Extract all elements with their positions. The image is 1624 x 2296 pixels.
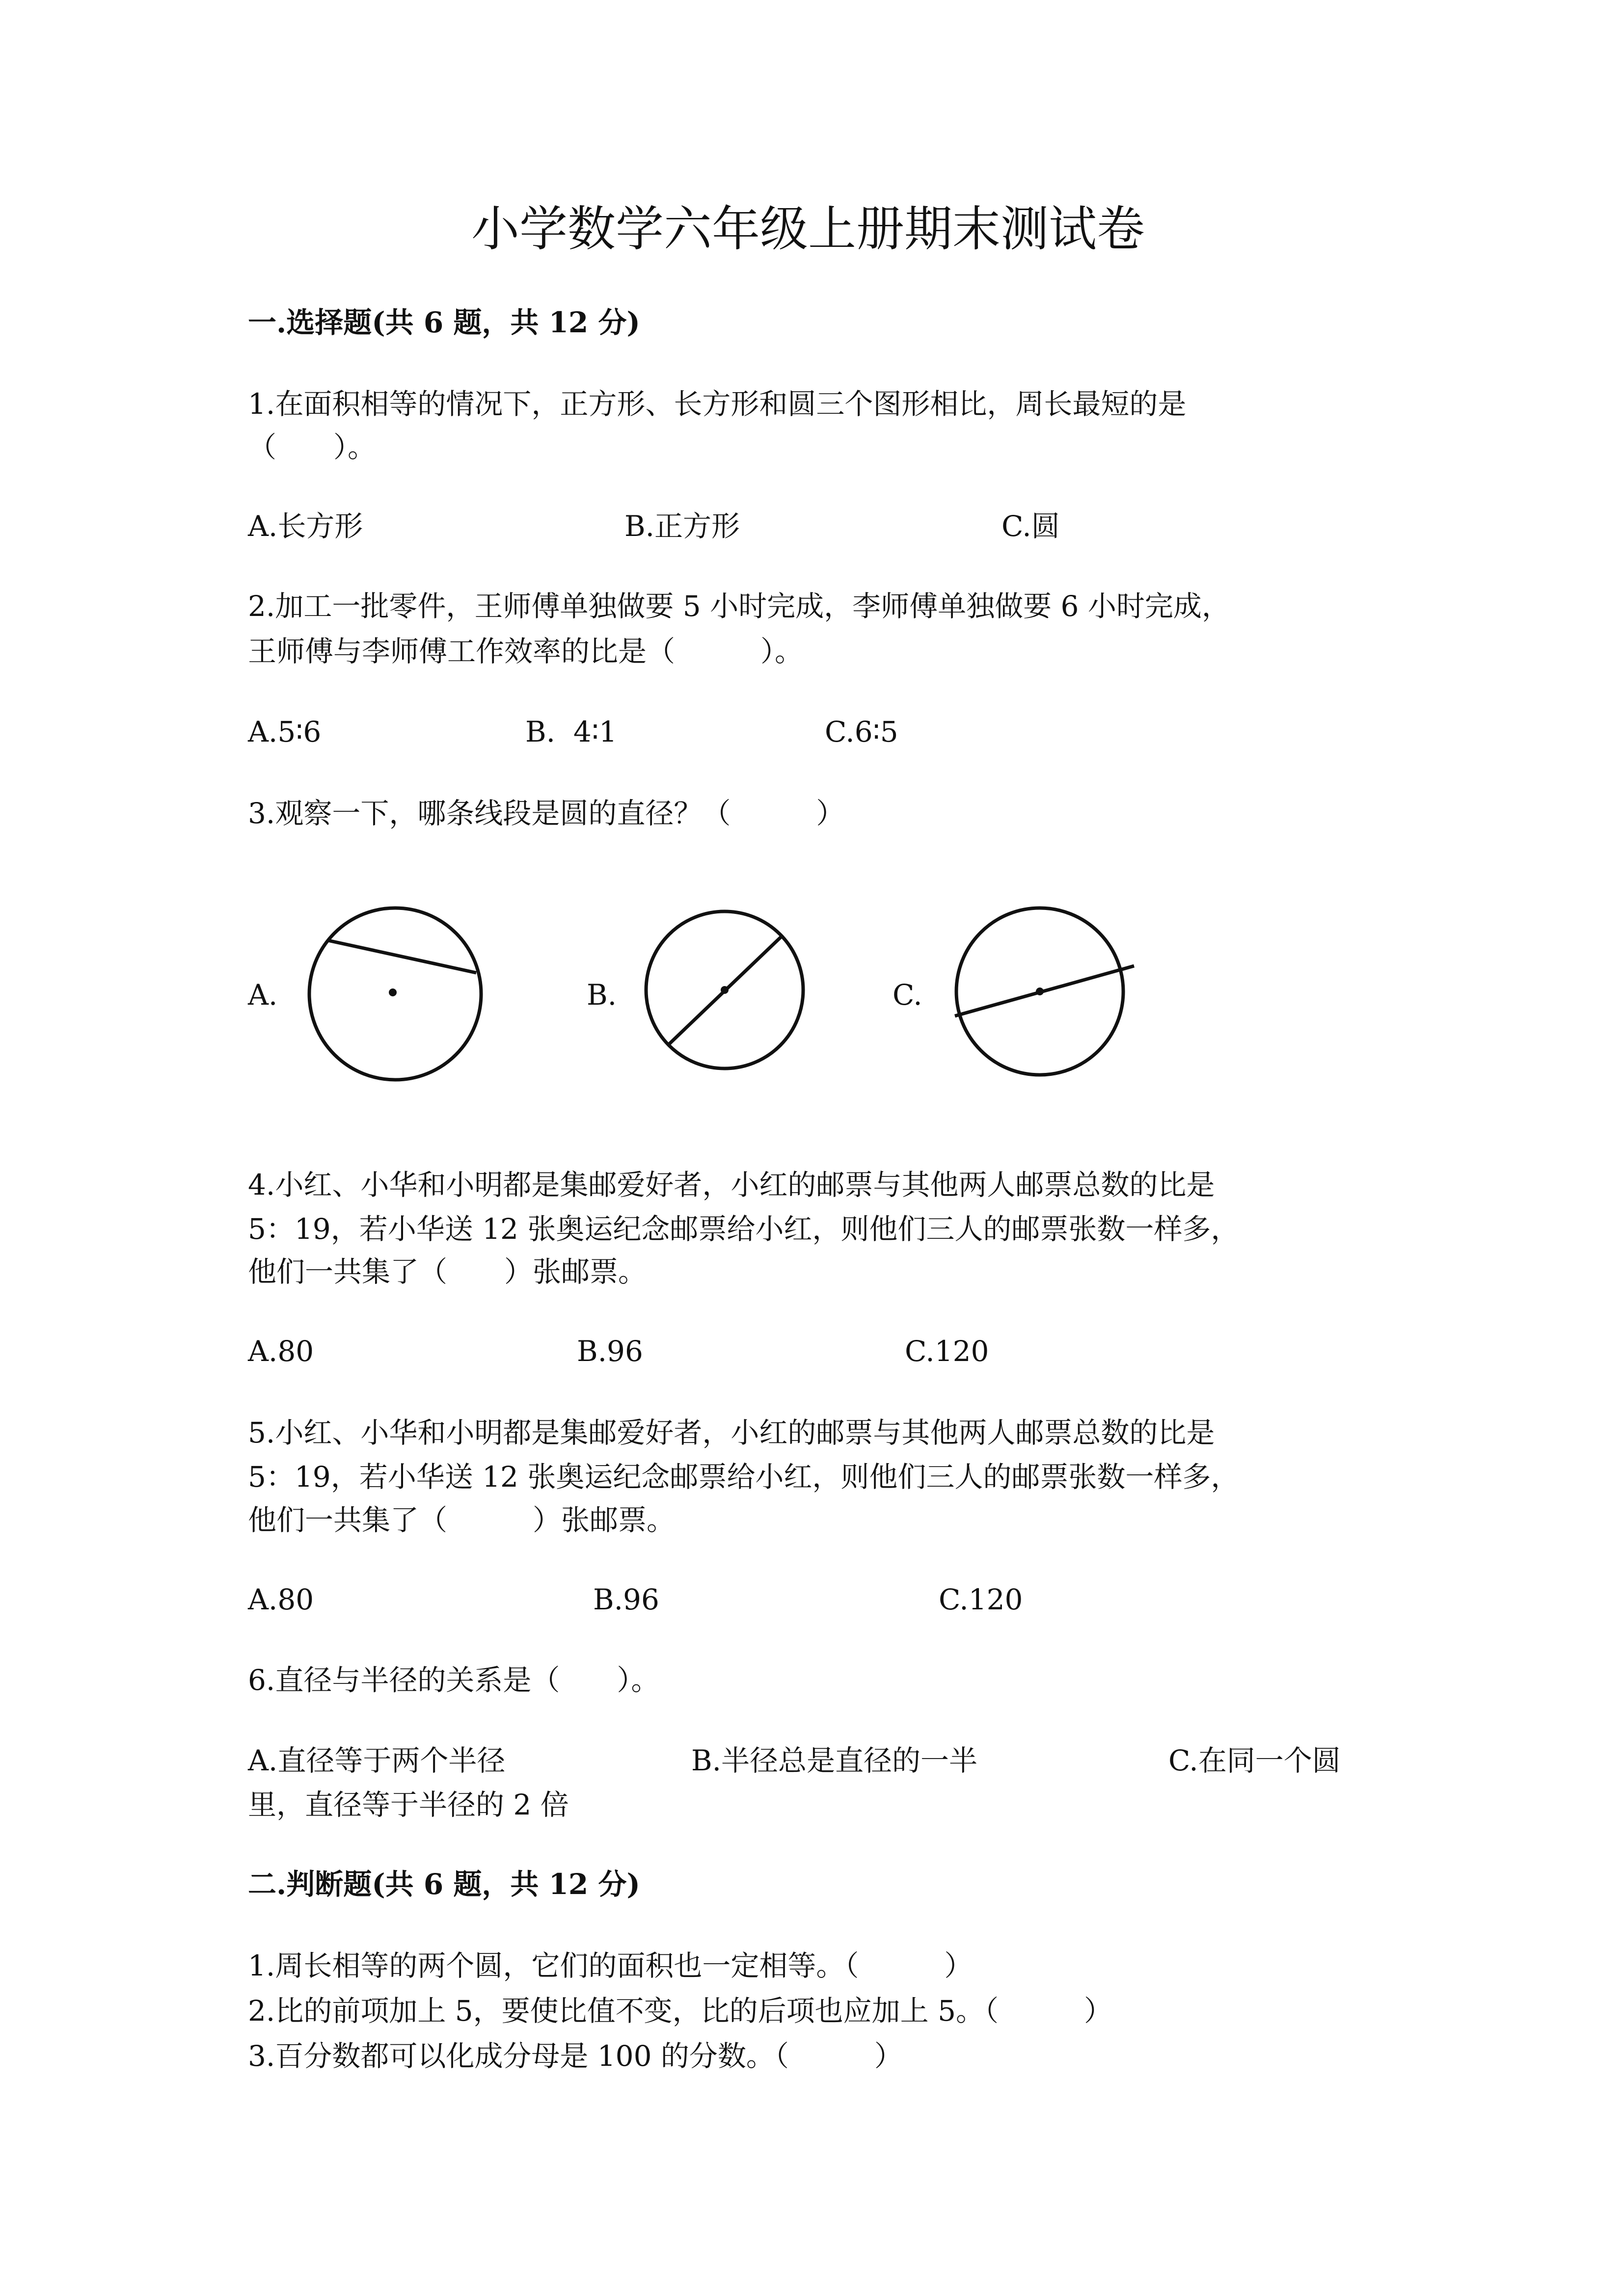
- q6-option-a: A.直径等于两个半径: [248, 1744, 506, 1777]
- q1-text-line1: 1.在面积相等的情况下，正方形、长方形和圆三个图形相比，周长最短的是: [248, 387, 1187, 421]
- q4-text-line1: 4.小红、小华和小明都是集邮爱好者，小红的邮票与其他两人邮票总数的比是: [248, 1168, 1215, 1201]
- q2-option-c: C.6∶5: [825, 715, 898, 748]
- q1-option-b: B.正方形: [624, 509, 740, 543]
- q5-text-line2: 5：19，若小华送 12 张奥运纪念邮票给小红，则他们三人的邮票张数一样多，: [248, 1460, 1240, 1494]
- q3-figure-label-b: B.: [587, 978, 617, 1012]
- q5-option-c: C.120: [939, 1583, 1023, 1616]
- q6-option-b: B.半径总是直径的一半: [691, 1744, 978, 1777]
- q2-text-line1: 2.加工一批零件，王师傅单独做要 5 小时完成，李师傅单独做要 6 小时完成，: [248, 589, 1230, 623]
- judgment-item-2: 2.比的前项加上 5，要使比值不变，比的后项也应加上 5。（ ）: [248, 1994, 1113, 2028]
- q2-option-a: A.5∶6: [248, 715, 322, 748]
- q5-option-b: B.96: [593, 1583, 659, 1616]
- q6-text-continuation: 里，直径等于半径的 2 倍: [248, 1788, 569, 1821]
- q4-option-b: B.96: [577, 1335, 643, 1368]
- q4-text-line3: 他们一共集了（ ）张邮票。: [248, 1255, 647, 1288]
- section-heading-judgment: 二.判断题(共 6 题，共 12 分): [248, 1868, 640, 1901]
- circle-figure-a: [309, 908, 481, 1080]
- circle-figure-b: [646, 911, 803, 1068]
- q2-text-line2: 王师傅与李师傅工作效率的比是（ ）。: [248, 635, 804, 668]
- q5-text-line1: 5.小红、小华和小明都是集邮爱好者，小红的邮票与其他两人邮票总数的比是: [248, 1416, 1215, 1449]
- page-title: 小学数学六年级上册期末测试卷: [471, 201, 1145, 257]
- q1-option-a: A.长方形: [248, 509, 363, 543]
- q4-text-line2: 5：19，若小华送 12 张奥运纪念邮票给小红，则他们三人的邮票张数一样多，: [248, 1212, 1240, 1246]
- circle-figure-c: [955, 908, 1134, 1075]
- q2-option-b: B. 4∶1: [525, 715, 617, 748]
- q6-option-c: C.在同一个圆: [1168, 1744, 1341, 1777]
- section-heading-choice: 一.选择题(共 6 题，共 12 分): [248, 306, 640, 339]
- q1-option-c: C.圆: [1001, 509, 1060, 543]
- q5-text-line3: 他们一共集了（ ）张邮票。: [248, 1503, 676, 1537]
- q3-figure-label-c: C.: [893, 978, 922, 1012]
- judgment-item-3: 3.百分数都可以化成分母是 100 的分数。（ ）: [248, 2039, 903, 2073]
- q4-option-a: A.80: [248, 1335, 314, 1368]
- judgment-item-1: 1.周长相等的两个圆，它们的面积也一定相等。（ ）: [248, 1949, 973, 1982]
- q1-text-line2: （ ）。: [248, 430, 377, 464]
- q3-figure-label-a: A.: [248, 978, 278, 1012]
- q5-option-a: A.80: [248, 1583, 314, 1616]
- q4-option-c: C.120: [905, 1335, 989, 1368]
- q6-text-line1: 6.直径与半径的关系是（ ）。: [248, 1663, 660, 1697]
- q3-text-line1: 3.观察一下，哪条线段是圆的直径？（ ）: [248, 797, 845, 830]
